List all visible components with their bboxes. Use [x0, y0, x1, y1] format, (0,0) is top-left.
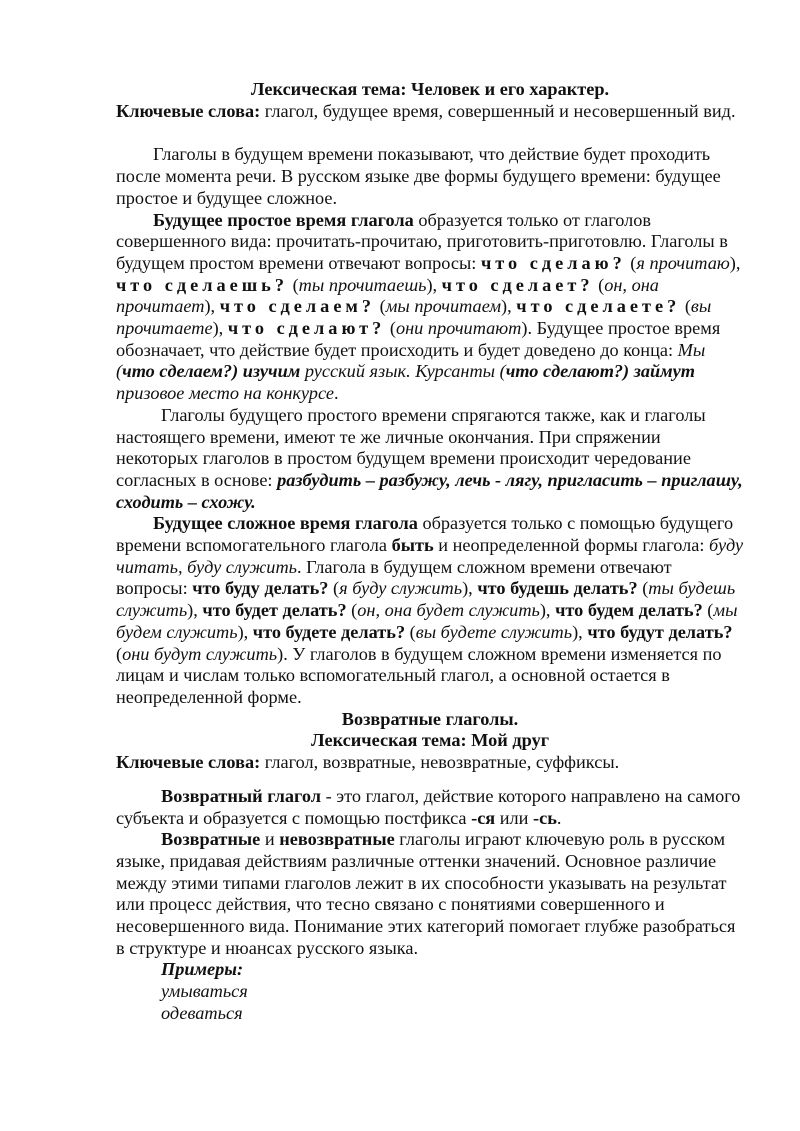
examples-label: Примеры:	[161, 959, 244, 980]
keywords-line	[116, 752, 744, 774]
question: что сделают?	[227, 318, 386, 339]
paragraph-reflexive-role: Возвратные и невозвратные глаголы играют ключевую роль в русском языке, придавая действиям различные оттенки значений. Основное различие между этими типами глаголов лежит в их способности указывать на результат или процесс действия, что тесно связано с понятиями совершенного и несовершенного вида. Понимание этих категорий помогает глубже разобраться в структуре и нюансах русского языка.	[116, 829, 736, 958]
question: что будешь делать?	[477, 578, 638, 599]
term: Будущее простое время глагола	[153, 209, 414, 230]
term: Возвратные	[161, 829, 261, 850]
question: что сделаешь?	[116, 274, 288, 295]
question: что будет делать?	[202, 600, 347, 621]
keywords-label: Ключевые слова:	[116, 100, 261, 121]
question: что будут делать?	[587, 621, 733, 642]
question: что будете делать?	[252, 621, 406, 642]
question: что будем делать?	[555, 600, 703, 621]
paragraph-conjugation: Глаголы будущего простого времени спрягаются также, как и глаголы настоящего времени, имеют те же личные окончания. При спряжении некоторых глаголов в простом будущем времени происходит чередование согласных в основе: разбудить – разбужу, лечь - лягу, пригласить – приглашу, сходить – схожу.	[116, 404, 743, 512]
keywords-line	[116, 101, 744, 123]
term: Возвратный глагол	[161, 785, 322, 806]
term: Будущее сложное время глагола	[153, 513, 418, 534]
paragraph-intro: Глаголы в будущем времени показывают, что действие будет проходить после момента речи. В русском языке две формы будущего времени: будущее простое и будущее сложное.	[116, 144, 721, 208]
section-subtitle: Лексическая тема: Мой друг	[310, 730, 550, 751]
question: что сделаю?	[480, 252, 626, 273]
question: что сделает?	[441, 274, 594, 295]
paragraph-reflexive-def: Возвратный глагол - это глагол, действие которого направлено на самого субъекта и образуется с помощью постфикса -ся или -сь.	[116, 785, 741, 828]
term: невозвратные	[279, 829, 395, 850]
example-item: умываться	[161, 981, 248, 1002]
examples-alternation: разбудить – разбужу, лечь - лягу, пригласить – приглашу, сходить – схожу.	[116, 469, 743, 512]
keywords-text: глагол, будущее время, совершенный и несовершенный вид.	[260, 100, 736, 121]
question: что буду делать?	[192, 578, 329, 599]
keywords-text: глагол, возвратные, невозвратные, суффиксы.	[260, 752, 620, 773]
paragraph-future-compound: Будущее сложное время глагола образуется только с помощью будущего времени вспомогательного глагола быть и неопределенной формы глагола: буду читать, буду служить. Глагола в будущем сложном времени отвечают вопросы: что буду делать? (я буду служить), что будешь делать? (ты будешь служить), что будет делать? (он, она будет служить), что будем делать? (мы будем служить), что будете делать? (вы будете служить), что будут делать? (они будут служить). У глаголов в будущем сложном времени изменяется по лицам и числам только вспомогательный глагол, а основной остается в неопределенной форме.	[116, 513, 744, 707]
question: что сделаем?	[219, 296, 376, 317]
example-item: одеваться	[161, 1002, 243, 1023]
section-title: Лексическая тема: Человек и его характер.	[250, 79, 610, 99]
paragraph-future-simple: Будущее простое время глагола образуется только от глаголов совершенного вида: прочитать-прочитаю, приготовить-приготовлю. Глаголы в будущем простом времени отвечают вопросы: что сделаю? (я прочитаю), что сделаешь? (ты прочитаешь), что сделает? (он, она прочитает), что сделаем? (мы прочитаем), что сделаете? (вы прочитаете), что сделают? (они прочитают). Будущее простое время обозначает, что действие будет происходить и будет доведено до конца: Мы (что сделаем?) изучим русский язык. Курсанты (что сделают?) займут призовое место на конкурсе.	[116, 209, 741, 404]
section-title: Возвратные глаголы.	[341, 708, 519, 729]
keywords-label: Ключевые слова:	[116, 752, 261, 773]
document-page	[116, 79, 744, 1025]
question: что сделаете?	[516, 296, 681, 317]
